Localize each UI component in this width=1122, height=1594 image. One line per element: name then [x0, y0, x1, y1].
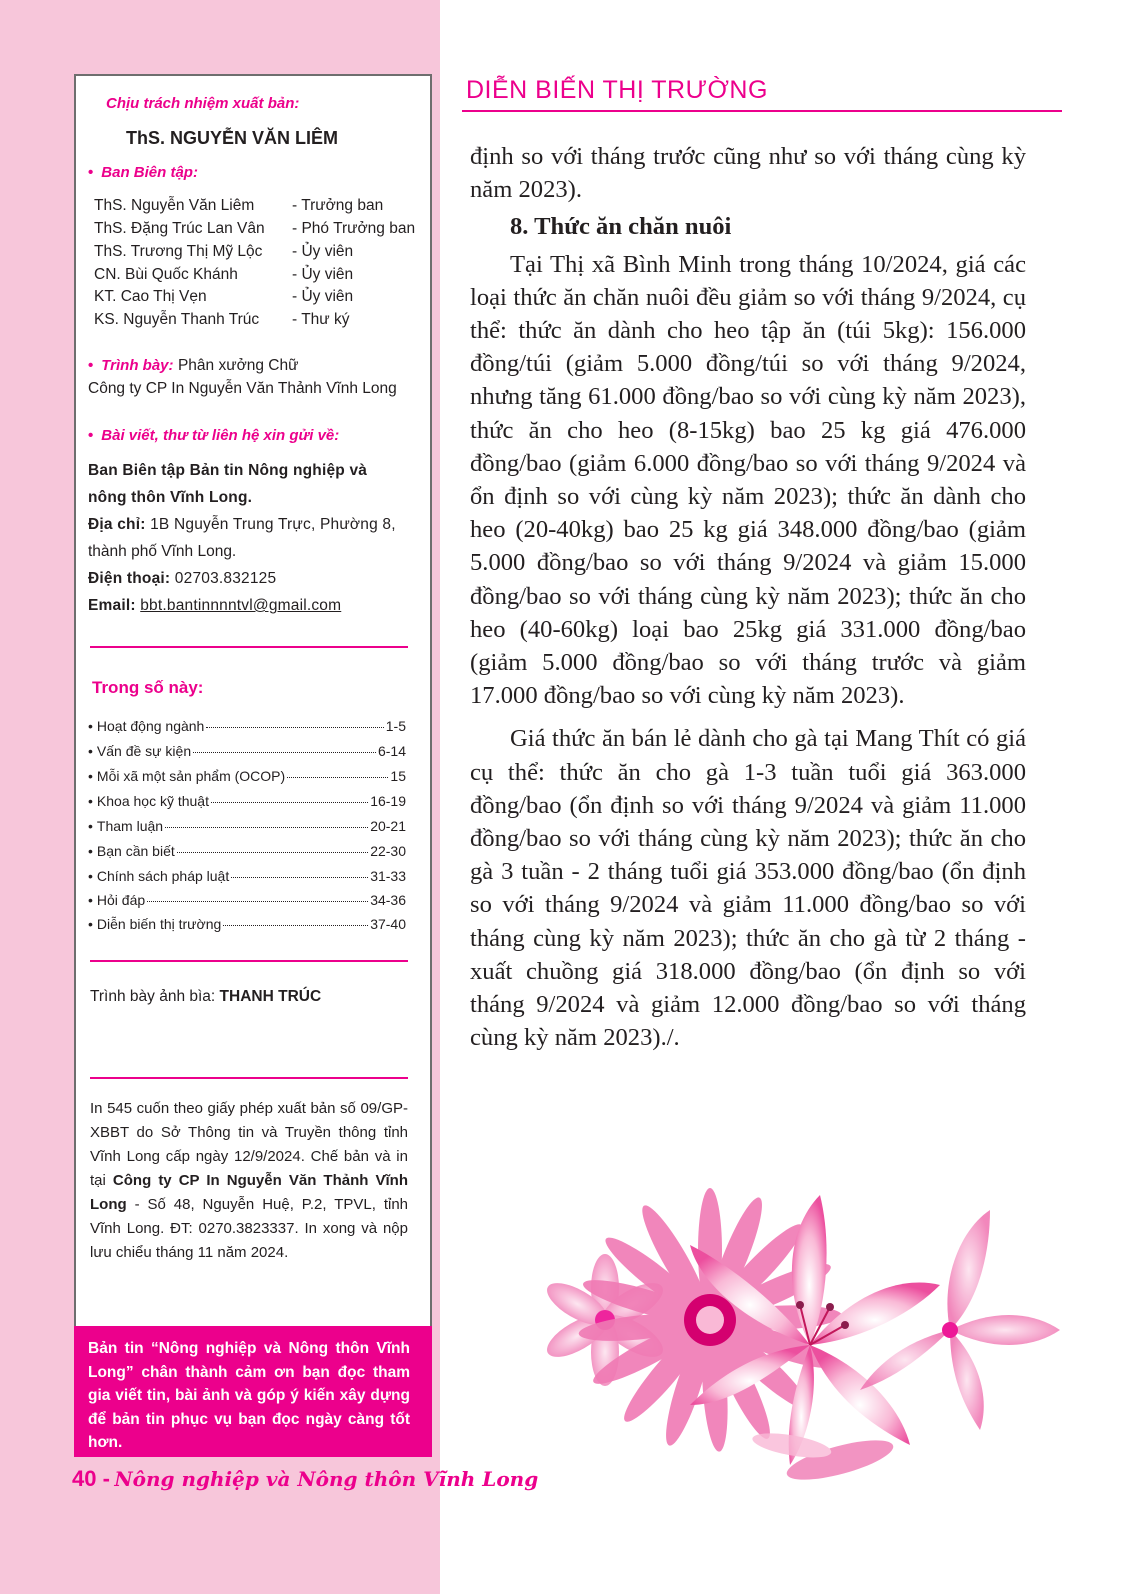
board-label: • Ban Biên tập:: [88, 164, 198, 181]
toc-item[interactable]: • Hỏi đáp 34-36: [88, 892, 406, 908]
article-heading: 8. Thức ăn chăn nuôi: [510, 213, 732, 241]
contact-org-line1: Ban Biên tập Bản tin Nông nghiệp và: [88, 462, 368, 479]
article-paragraph: định so với tháng trước cũng như so với tháng cùng kỳ năm 2023).: [470, 143, 1026, 204]
toc-item[interactable]: • Tham luận 20-21: [88, 818, 406, 834]
layout-company: Công ty CP In Nguyễn Văn Thảnh Vĩnh Long: [88, 380, 397, 397]
contact-org-line2: nông thôn Vĩnh Long.: [88, 489, 253, 506]
address-line2: thành phố Vĩnh Long.: [88, 543, 237, 560]
article-body: [470, 140, 1026, 1054]
layout-credit: [88, 357, 299, 375]
board-member: KS. Nguyễn Thanh Trúc - Thư ký: [94, 311, 350, 328]
layout-label: • Trình bày:: [88, 357, 174, 374]
cover-name: THANH TRÚC: [219, 988, 322, 1005]
article-paragraph: Tại Thị xã Bình Minh trong tháng 10/2024, giá các loại thức ăn chăn nuôi đều giảm so với tháng 9/2024, cụ thể: thức ăn dành cho heo tập ăn (túi 5kg): 156.000 đồng/túi (giảm 5.000 đồng/túi so với tháng 9/2024, nhưng tăng 61.000 đồng/bao so với cùng kỳ năm 2023), thức ăn cho heo (8-15kg) bao 25 kg giá 476.000 đồng/bao (giảm 6.000 đồng/bao so với tháng 9/2024 và ổn định so với cùng kỳ năm 2023); thức ăn dành cho heo (20-40kg) bao 25 kg giá 348.000 đồng/bao (giảm 5.000 đồng/bao so với tháng 9/2024 và giảm 15.000 đồng/bao so với tháng cùng kỳ năm 2023); thức ăn cho heo (40-60kg) loại bao 25kg giá 331.000 đồng/bao (giảm 5.000 đồng/bao so với tháng trước và giảm 17.000 đồng/bao so với cùng kỳ năm 2023).: [470, 250, 1026, 710]
contact-label: • Bài viết, thư từ liên hệ xin gửi về:: [88, 427, 339, 444]
email-link[interactable]: bbt.bantinnnntvl@gmail.com: [140, 597, 342, 614]
email-label: Email:: [88, 597, 136, 614]
section-rule: [462, 110, 1062, 112]
page-footer: [72, 1466, 538, 1492]
layout-value: Phân xưởng Chữ: [177, 357, 299, 374]
email: [88, 597, 341, 615]
phone-label: Điện thoại:: [88, 570, 171, 587]
responsible-name: ThS. NGUYỄN VĂN LIÊM: [126, 128, 339, 148]
address-value: 1B Nguyễn Trung Trực, Phường 8,: [150, 516, 396, 533]
address: [88, 516, 396, 534]
toc-item[interactable]: • Hoạt động ngành 1-5: [88, 718, 406, 734]
divider: [90, 1077, 408, 1079]
flower-decoration-image: [510, 1170, 1070, 1530]
toc-heading: Trong số này:: [92, 678, 204, 697]
page-number: 40 -: [72, 1466, 110, 1491]
printer-name: Công ty CP In Nguyễn Văn Thảnh Vĩnh Long: [90, 1172, 408, 1213]
phone: [88, 570, 276, 588]
toc-item[interactable]: • Bạn cần biết 22-30: [88, 843, 406, 859]
divider: [90, 960, 408, 962]
section-title: DIỄN BIẾN THỊ TRƯỜNG: [466, 76, 768, 104]
board-member: KT. Cao Thị Vẹn - Ủy viên: [94, 288, 354, 305]
cover-label: Trình bày ảnh bìa:: [90, 988, 216, 1005]
address-label: Địa chỉ:: [88, 516, 146, 533]
cover-credit: [90, 988, 321, 1006]
toc-item[interactable]: • Khoa học kỹ thuật 16-19: [88, 793, 406, 809]
toc-item[interactable]: • Mỗi xã một sản phẩm (OCOP) 15: [88, 768, 406, 784]
board-member: CN. Bùi Quốc Khánh - Ủy viên: [94, 266, 354, 283]
responsible-label: Chịu trách nhiệm xuất bản:: [106, 95, 300, 112]
thanks-message: Bản tin “Nông nghiệp và Nông thôn Vĩnh Long” chân thành cảm ơn bạn đọc tham gia viết tin, bài ảnh và góp ý kiến xây dựng để bản tin phục vụ bạn đọc ngày càng tốt hơn.: [88, 1340, 410, 1452]
board-member: ThS. Nguyễn Văn Liêm - Trưởng ban: [94, 197, 384, 214]
print-info: In 545 cuốn theo giấy phép xuất bản số 09/GP-XBBT do Sở Thông tin và Truyền thông tỉnh Vĩnh Long cấp ngày 12/9/2024. Chế bản và in tại Công ty CP In Nguyễn Văn Thảnh Vĩnh Long - Số 48, Nguyễn Huệ, P.2, TPVL, tỉnh Vĩnh Long. ĐT: 0270.3823337. In xong và nộp lưu chiểu tháng 11 năm 2024.: [90, 1100, 408, 1261]
toc-item[interactable]: • Diễn biến thị trường 37-40: [88, 916, 406, 932]
divider: [90, 646, 408, 648]
toc-item[interactable]: • Vấn đề sự kiện 6-14: [88, 743, 406, 759]
phone-value: 02703.832125: [174, 570, 277, 587]
board-member: ThS. Đặng Trúc Lan Vân - Phó Trưởng ban: [94, 220, 416, 237]
article-paragraph: Giá thức ăn bán lẻ dành cho gà tại Mang Thít có giá cụ thể: thức ăn cho gà 1-3 tuần tuổi giá 363.000 đồng/bao (ổn định so với tháng 9/2024 và giảm 11.000 đồng/bao so với tháng cùng kỳ năm 2023); thức ăn cho gà 3 tuần - 2 tháng tuổi giá 353.000 đồng/bao (ổn định so với tháng 9/2024 và giảm 11.000 đồng/bao so với tháng cùng kỳ năm 2023); thức ăn cho gà từ 2 tháng - xuất chuồng giá 318.000 đồng/bao (ổn định so với tháng 9/2024 và giảm 12.000 đồng/bao so với tháng cùng kỳ năm 2023)./.: [470, 725, 1026, 1052]
board-member: ThS. Trương Thị Mỹ Lộc - Ủy viên: [94, 243, 354, 260]
publication-name: Nông nghiệp và Nông thôn Vĩnh Long: [114, 1467, 539, 1491]
toc-item[interactable]: • Chính sách pháp luật 31-33: [88, 868, 406, 884]
